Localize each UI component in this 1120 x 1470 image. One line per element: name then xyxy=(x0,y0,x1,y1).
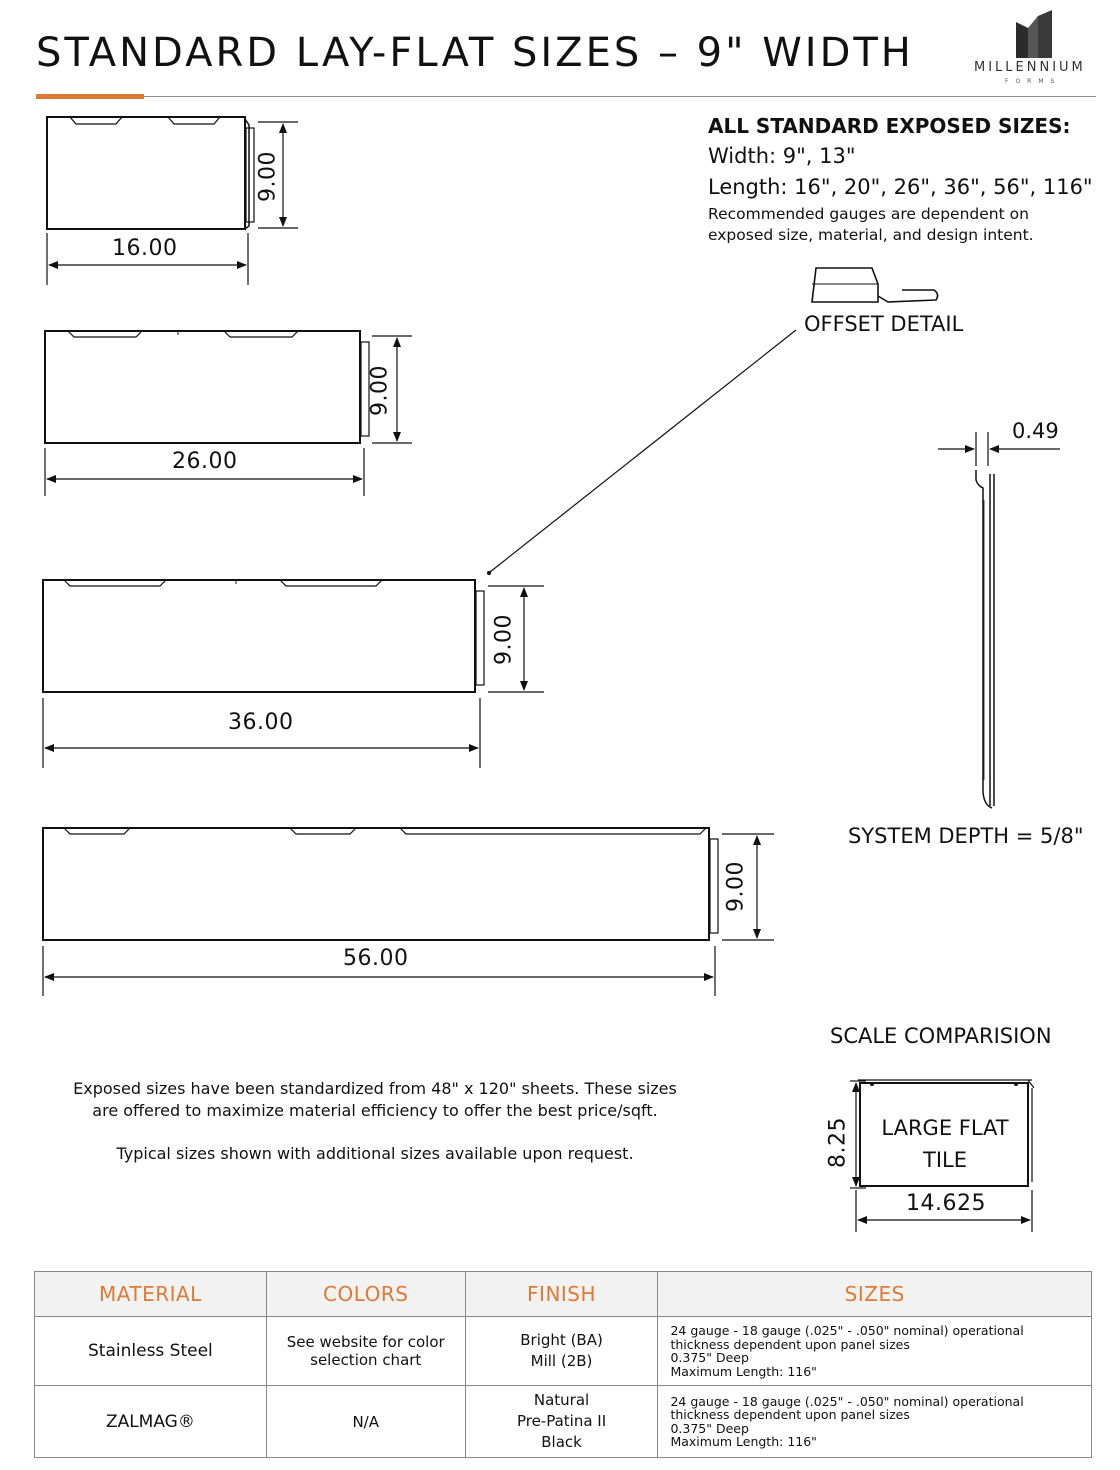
header-sizes: SIZES xyxy=(658,1272,1092,1317)
page-title: STANDARD LAY-FLAT SIZES – 9" WIDTH xyxy=(36,30,914,76)
panel-56-width: 9.00 xyxy=(723,861,749,912)
table-row xyxy=(35,1386,1092,1458)
finish-option: Natural xyxy=(533,1391,590,1409)
offset-detail-label: OFFSET DETAIL xyxy=(804,312,964,336)
colors-cell: See website for color selection chart xyxy=(266,1317,465,1386)
standard-widths: Width: 9", 13" xyxy=(708,144,856,168)
sizes-cell xyxy=(658,1386,1092,1458)
finish-cell xyxy=(465,1317,658,1386)
panel-36-length: 36.00 xyxy=(228,710,294,735)
gauge-note: Recommended gauges are dependent on exposed size, material, and design intent. xyxy=(708,205,1034,244)
table-row xyxy=(35,1317,1092,1386)
offset-detail-icon xyxy=(812,268,938,302)
header-material: MATERIAL xyxy=(35,1272,267,1317)
finish-option: Mill (2B) xyxy=(530,1352,593,1370)
system-depth-label: SYSTEM DEPTH = 5/8" xyxy=(848,824,1084,848)
tile-label-line2: TILE xyxy=(923,1148,967,1172)
panel-16-drawing xyxy=(47,117,254,229)
panel-56-length: 56.00 xyxy=(343,946,409,971)
standard-lengths: Length: 16", 20", 26", 36", 56", 116" xyxy=(708,175,1093,199)
logo-wordmark: MILLENNIUM xyxy=(974,60,1086,75)
sizes-max-length: Maximum Length: 116" xyxy=(670,1363,817,1379)
material-cell: Stainless Steel xyxy=(35,1317,267,1386)
logo-subtitle: FORMS xyxy=(1005,78,1062,85)
materials-table xyxy=(34,1271,1092,1458)
colors-cell: N/A xyxy=(266,1386,465,1458)
panel-36-width: 9.00 xyxy=(491,614,517,665)
panel-56-drawing xyxy=(43,828,718,940)
tile-height: 8.25 xyxy=(825,1117,851,1168)
sizes-thickness: 24 gauge - 18 gauge (.025" - .050" nominal) operational thickness dependent upon panel sizes xyxy=(670,1393,1024,1422)
panel-16-length: 16.00 xyxy=(112,236,178,261)
material-cell: ZALMAG® xyxy=(35,1386,267,1458)
tile-label-line1: LARGE FLAT xyxy=(881,1116,1009,1140)
header-finish: FINISH xyxy=(465,1272,658,1317)
sheet-note: Exposed sizes have been standardized from 48" x 120" sheets. These sizes are offered to maximize material efficiency to offer the best price/sqft. xyxy=(73,1079,677,1120)
scale-comparison-title: SCALE COMPARISION xyxy=(830,1024,1052,1048)
offset-dimension: 0.49 xyxy=(1012,419,1059,443)
sizes-depth: 0.375" Deep xyxy=(670,1350,749,1365)
sizes-max-length: Maximum Length: 116" xyxy=(670,1434,817,1449)
sizes-depth: 0.375" Deep xyxy=(670,1420,749,1436)
sizes-thickness: 24 gauge - 18 gauge (.025" - .050" nominal) operational thickness dependent upon panel sizes xyxy=(670,1323,1024,1352)
panel-36-drawing xyxy=(43,580,484,692)
panel-26-width: 9.00 xyxy=(367,365,393,416)
panel-26-length: 26.00 xyxy=(172,449,238,474)
panel-16-width: 9.00 xyxy=(255,151,281,202)
header-colors: COLORS xyxy=(266,1272,465,1317)
availability-note: Typical sizes shown with additional sizes available upon request. xyxy=(116,1144,634,1163)
finish-cell xyxy=(465,1386,658,1458)
table-header-row xyxy=(35,1272,1092,1317)
tile-width: 14.625 xyxy=(906,1191,986,1216)
side-profile-drawing xyxy=(938,432,1060,808)
finish-option: Pre-Patina II xyxy=(516,1412,607,1430)
finish-option: Bright (BA) xyxy=(520,1331,603,1349)
panel-26-drawing xyxy=(45,331,369,443)
finish-option: Black xyxy=(541,1433,582,1451)
tile-label xyxy=(862,1112,1028,1176)
sizes-cell xyxy=(658,1317,1092,1386)
standard-sizes-heading: ALL STANDARD EXPOSED SIZES: xyxy=(708,114,1071,138)
